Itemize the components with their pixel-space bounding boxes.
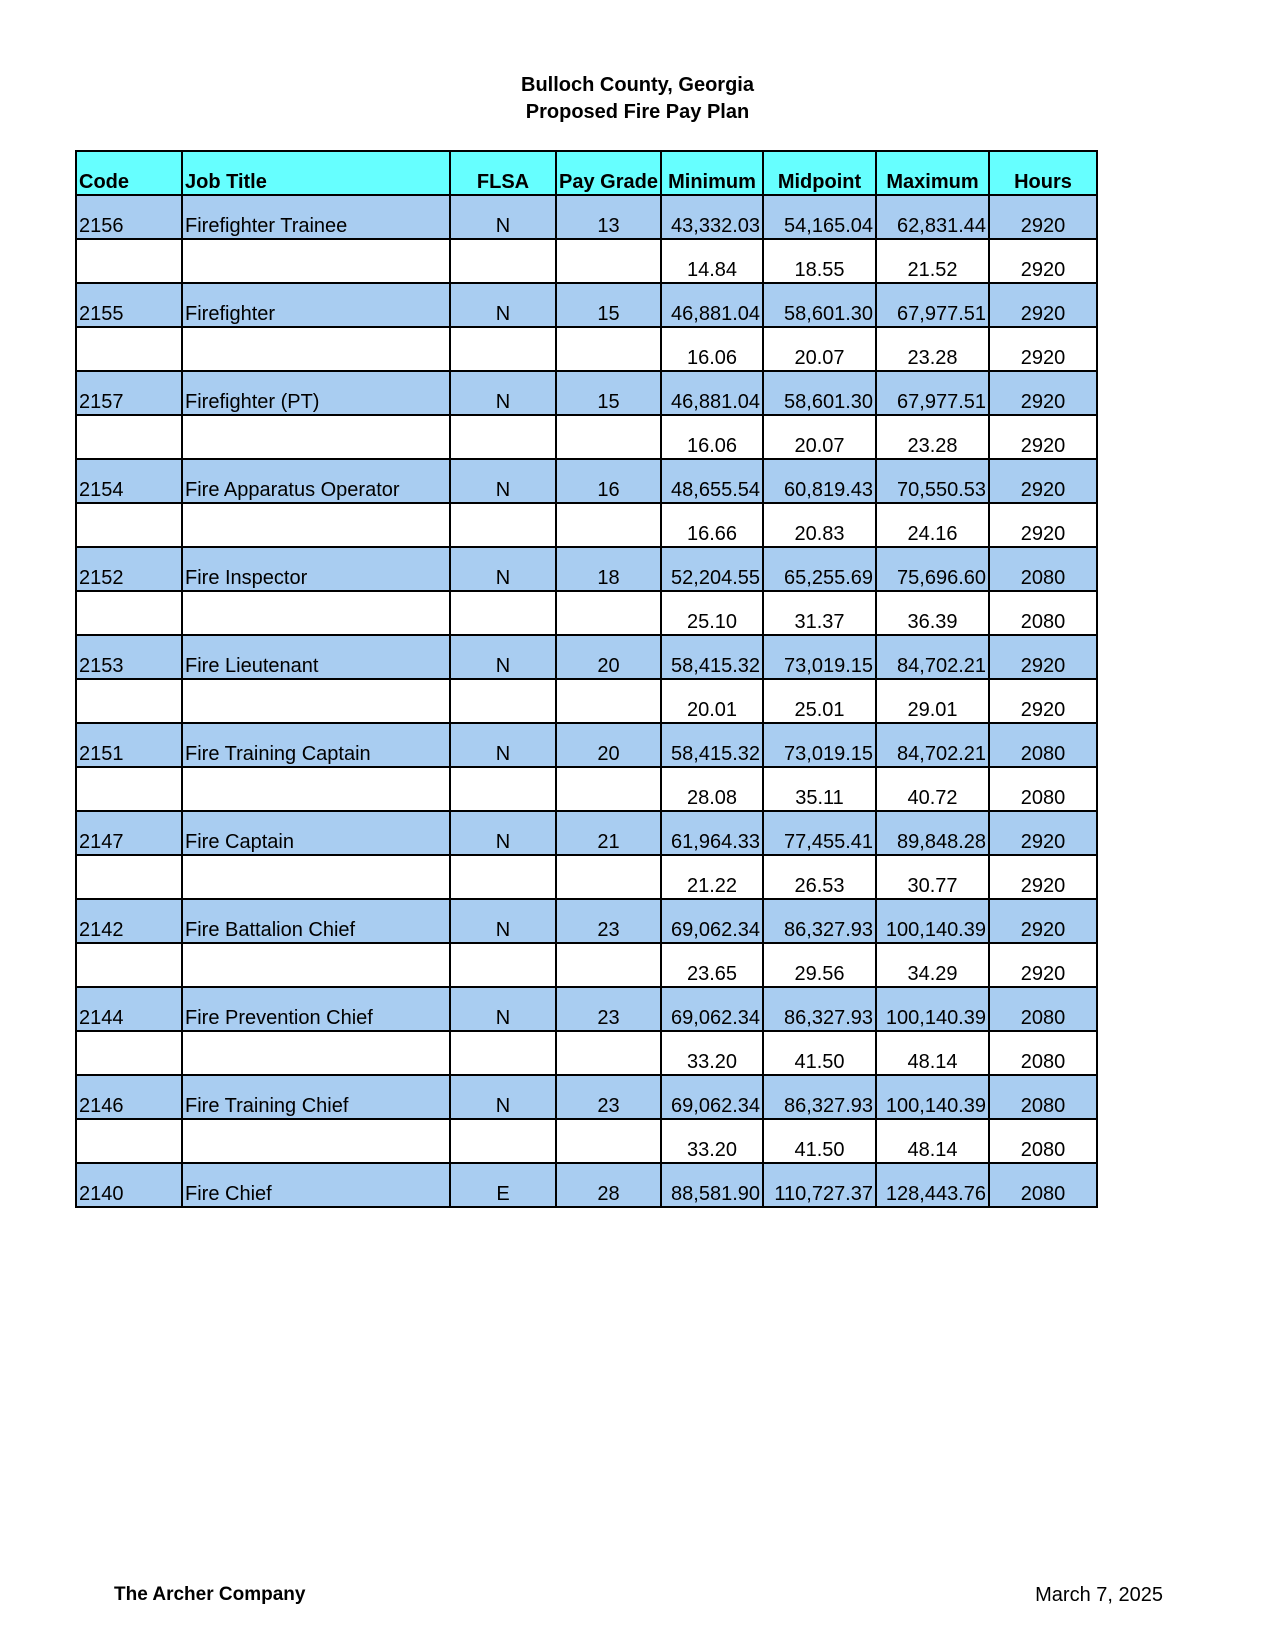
cell-empty: [76, 679, 182, 723]
cell-hourly-midpoint: 26.53: [763, 855, 876, 899]
cell-pay-grade: 23: [556, 987, 661, 1031]
cell-empty: [450, 591, 556, 635]
cell-hourly-midpoint: 25.01: [763, 679, 876, 723]
cell-midpoint: 77,455.41: [763, 811, 876, 855]
col-header-maximum: Maximum: [876, 151, 989, 195]
cell-minimum: 61,964.33: [661, 811, 763, 855]
cell-empty: [182, 767, 450, 811]
cell-code: 2140: [76, 1163, 182, 1207]
table-row: [76, 195, 1097, 239]
cell-empty: [556, 1031, 661, 1075]
cell-hourly-hours: 2080: [989, 1031, 1097, 1075]
cell-empty: [76, 327, 182, 371]
table-row: [76, 987, 1097, 1031]
cell-minimum: 46,881.04: [661, 283, 763, 327]
cell-pay-grade: 20: [556, 635, 661, 679]
cell-midpoint: 110,727.37: [763, 1163, 876, 1207]
cell-minimum: 58,415.32: [661, 723, 763, 767]
cell-maximum: 84,702.21: [876, 723, 989, 767]
cell-empty: [450, 1031, 556, 1075]
cell-maximum: 128,443.76: [876, 1163, 989, 1207]
table-row-hourly: [76, 591, 1097, 635]
title-line-county: Bulloch County, Georgia: [521, 74, 754, 96]
cell-pay-grade: 13: [556, 195, 661, 239]
cell-flsa: N: [450, 987, 556, 1031]
table-row: [76, 1075, 1097, 1119]
cell-empty: [182, 503, 450, 547]
cell-empty: [450, 503, 556, 547]
cell-empty: [556, 327, 661, 371]
col-header-pay-grade: Pay Grade: [556, 151, 661, 195]
cell-hourly-minimum: 23.65: [661, 943, 763, 987]
cell-hourly-maximum: 24.16: [876, 503, 989, 547]
cell-empty: [182, 943, 450, 987]
cell-minimum: 69,062.34: [661, 899, 763, 943]
cell-maximum: 100,140.39: [876, 987, 989, 1031]
cell-hourly-midpoint: 41.50: [763, 1119, 876, 1163]
cell-empty: [450, 943, 556, 987]
cell-hourly-minimum: 28.08: [661, 767, 763, 811]
cell-flsa: N: [450, 459, 556, 503]
cell-hourly-minimum: 16.06: [661, 327, 763, 371]
cell-empty: [556, 855, 661, 899]
cell-maximum: 67,977.51: [876, 371, 989, 415]
cell-minimum: 46,881.04: [661, 371, 763, 415]
cell-empty: [450, 679, 556, 723]
cell-hourly-maximum: 48.14: [876, 1031, 989, 1075]
table-row: [76, 1163, 1097, 1207]
cell-hourly-minimum: 14.84: [661, 239, 763, 283]
cell-job-title: Fire Battalion Chief: [182, 899, 450, 943]
footer-company: The Archer Company: [114, 1584, 306, 1605]
table-row-hourly: [76, 767, 1097, 811]
cell-hourly-hours: 2080: [989, 767, 1097, 811]
cell-job-title: Fire Prevention Chief: [182, 987, 450, 1031]
cell-minimum: 48,655.54: [661, 459, 763, 503]
cell-midpoint: 60,819.43: [763, 459, 876, 503]
cell-job-title: Firefighter: [182, 283, 450, 327]
cell-code: 2155: [76, 283, 182, 327]
cell-empty: [76, 239, 182, 283]
col-header-flsa: FLSA: [450, 151, 556, 195]
cell-flsa: N: [450, 811, 556, 855]
col-header-code: Code: [76, 151, 182, 195]
cell-hourly-hours: 2920: [989, 503, 1097, 547]
cell-code: 2153: [76, 635, 182, 679]
cell-hours: 2920: [989, 899, 1097, 943]
cell-hourly-midpoint: 29.56: [763, 943, 876, 987]
pay-plan-table: [75, 150, 1098, 1208]
col-header-minimum: Minimum: [661, 151, 763, 195]
cell-hourly-hours: 2920: [989, 239, 1097, 283]
cell-hourly-midpoint: 20.07: [763, 327, 876, 371]
cell-empty: [450, 327, 556, 371]
cell-hourly-maximum: 48.14: [876, 1119, 989, 1163]
cell-empty: [182, 415, 450, 459]
cell-hourly-hours: 2920: [989, 679, 1097, 723]
cell-empty: [556, 415, 661, 459]
cell-flsa: N: [450, 283, 556, 327]
cell-hourly-minimum: 21.22: [661, 855, 763, 899]
cell-code: 2156: [76, 195, 182, 239]
cell-hourly-maximum: 40.72: [876, 767, 989, 811]
cell-empty: [450, 1119, 556, 1163]
cell-hourly-minimum: 25.10: [661, 591, 763, 635]
cell-flsa: N: [450, 371, 556, 415]
table-row-hourly: [76, 679, 1097, 723]
cell-minimum: 69,062.34: [661, 1075, 763, 1119]
cell-flsa: N: [450, 723, 556, 767]
cell-code: 2154: [76, 459, 182, 503]
table-row-hourly: [76, 1119, 1097, 1163]
cell-code: 2142: [76, 899, 182, 943]
col-header-job-title: Job Title: [182, 151, 450, 195]
cell-empty: [76, 503, 182, 547]
title-line-plan: Proposed Fire Pay Plan: [525, 101, 750, 123]
cell-job-title: Fire Chief: [182, 1163, 450, 1207]
cell-code: 2151: [76, 723, 182, 767]
cell-pay-grade: 15: [556, 283, 661, 327]
cell-hourly-minimum: 20.01: [661, 679, 763, 723]
cell-empty: [182, 591, 450, 635]
cell-job-title: Firefighter Trainee: [182, 195, 450, 239]
cell-hourly-hours: 2920: [989, 855, 1097, 899]
cell-empty: [450, 239, 556, 283]
cell-hourly-hours: 2080: [989, 591, 1097, 635]
cell-empty: [450, 855, 556, 899]
cell-empty: [182, 1031, 450, 1075]
cell-midpoint: 54,165.04: [763, 195, 876, 239]
cell-hourly-hours: 2920: [989, 327, 1097, 371]
cell-minimum: 43,332.03: [661, 195, 763, 239]
cell-empty: [76, 1031, 182, 1075]
cell-empty: [76, 1119, 182, 1163]
table-row: [76, 899, 1097, 943]
cell-pay-grade: 20: [556, 723, 661, 767]
cell-hourly-midpoint: 31.37: [763, 591, 876, 635]
table-row-hourly: [76, 415, 1097, 459]
cell-flsa: N: [450, 547, 556, 591]
cell-maximum: 84,702.21: [876, 635, 989, 679]
cell-hourly-maximum: 23.28: [876, 327, 989, 371]
table-row-hourly: [76, 943, 1097, 987]
cell-minimum: 52,204.55: [661, 547, 763, 591]
cell-hourly-midpoint: 41.50: [763, 1031, 876, 1075]
cell-minimum: 58,415.32: [661, 635, 763, 679]
cell-empty: [76, 767, 182, 811]
cell-hourly-hours: 2080: [989, 1119, 1097, 1163]
table-row: [76, 547, 1097, 591]
cell-midpoint: 65,255.69: [763, 547, 876, 591]
cell-hourly-maximum: 34.29: [876, 943, 989, 987]
table-row-hourly: [76, 503, 1097, 547]
cell-job-title: Fire Training Captain: [182, 723, 450, 767]
col-header-hours: Hours: [989, 151, 1097, 195]
cell-empty: [182, 239, 450, 283]
cell-hours: 2920: [989, 811, 1097, 855]
cell-maximum: 75,696.60: [876, 547, 989, 591]
table-body: [76, 195, 1097, 1207]
cell-hourly-minimum: 33.20: [661, 1119, 763, 1163]
cell-empty: [556, 943, 661, 987]
table-row: [76, 283, 1097, 327]
cell-maximum: 62,831.44: [876, 195, 989, 239]
cell-job-title: Fire Captain: [182, 811, 450, 855]
cell-empty: [76, 943, 182, 987]
table-row: [76, 371, 1097, 415]
cell-empty: [556, 503, 661, 547]
cell-hours: 2080: [989, 1163, 1097, 1207]
cell-flsa: E: [450, 1163, 556, 1207]
cell-job-title: Fire Training Chief: [182, 1075, 450, 1119]
cell-job-title: Fire Inspector: [182, 547, 450, 591]
cell-hourly-maximum: 21.52: [876, 239, 989, 283]
cell-empty: [556, 591, 661, 635]
cell-pay-grade: 15: [556, 371, 661, 415]
cell-empty: [556, 239, 661, 283]
cell-empty: [556, 1119, 661, 1163]
cell-empty: [182, 855, 450, 899]
cell-maximum: 89,848.28: [876, 811, 989, 855]
table-row: [76, 635, 1097, 679]
cell-hourly-midpoint: 35.11: [763, 767, 876, 811]
cell-hourly-midpoint: 18.55: [763, 239, 876, 283]
cell-midpoint: 86,327.93: [763, 987, 876, 1031]
table-row-hourly: [76, 1031, 1097, 1075]
cell-hourly-midpoint: 20.83: [763, 503, 876, 547]
cell-midpoint: 58,601.30: [763, 371, 876, 415]
cell-empty: [76, 415, 182, 459]
cell-job-title: Fire Lieutenant: [182, 635, 450, 679]
cell-hours: 2080: [989, 723, 1097, 767]
cell-code: 2152: [76, 547, 182, 591]
cell-hourly-minimum: 16.66: [661, 503, 763, 547]
table-row: [76, 723, 1097, 767]
cell-hours: 2920: [989, 283, 1097, 327]
cell-pay-grade: 23: [556, 1075, 661, 1119]
cell-hours: 2920: [989, 459, 1097, 503]
cell-code: 2144: [76, 987, 182, 1031]
table-row-hourly: [76, 855, 1097, 899]
cell-midpoint: 86,327.93: [763, 899, 876, 943]
cell-hourly-hours: 2920: [989, 943, 1097, 987]
cell-pay-grade: 21: [556, 811, 661, 855]
cell-hours: 2080: [989, 547, 1097, 591]
col-header-midpoint: Midpoint: [763, 151, 876, 195]
cell-pay-grade: 16: [556, 459, 661, 503]
cell-empty: [182, 1119, 450, 1163]
table-row: [76, 459, 1097, 503]
cell-code: 2147: [76, 811, 182, 855]
cell-hours: 2080: [989, 987, 1097, 1031]
table-row-hourly: [76, 327, 1097, 371]
cell-hourly-minimum: 33.20: [661, 1031, 763, 1075]
cell-hourly-maximum: 36.39: [876, 591, 989, 635]
cell-pay-grade: 18: [556, 547, 661, 591]
cell-code: 2157: [76, 371, 182, 415]
cell-empty: [182, 327, 450, 371]
cell-hourly-maximum: 29.01: [876, 679, 989, 723]
cell-code: 2146: [76, 1075, 182, 1119]
cell-maximum: 70,550.53: [876, 459, 989, 503]
cell-maximum: 100,140.39: [876, 899, 989, 943]
table-row-hourly: [76, 239, 1097, 283]
cell-empty: [450, 767, 556, 811]
cell-flsa: N: [450, 1075, 556, 1119]
cell-midpoint: 58,601.30: [763, 283, 876, 327]
table-header-row: [76, 151, 1097, 195]
cell-maximum: 67,977.51: [876, 283, 989, 327]
cell-hourly-maximum: 30.77: [876, 855, 989, 899]
document-title: [0, 72, 1275, 126]
cell-flsa: N: [450, 195, 556, 239]
footer-date: March 7, 2025: [1035, 1584, 1163, 1606]
cell-hourly-hours: 2920: [989, 415, 1097, 459]
cell-hours: 2920: [989, 195, 1097, 239]
cell-minimum: 69,062.34: [661, 987, 763, 1031]
cell-empty: [556, 679, 661, 723]
cell-job-title: Firefighter (PT): [182, 371, 450, 415]
cell-hours: 2920: [989, 371, 1097, 415]
cell-empty: [76, 855, 182, 899]
cell-empty: [556, 767, 661, 811]
cell-flsa: N: [450, 635, 556, 679]
cell-midpoint: 86,327.93: [763, 1075, 876, 1119]
cell-hourly-midpoint: 20.07: [763, 415, 876, 459]
cell-empty: [76, 591, 182, 635]
cell-hourly-maximum: 23.28: [876, 415, 989, 459]
cell-empty: [450, 415, 556, 459]
cell-job-title: Fire Apparatus Operator: [182, 459, 450, 503]
cell-midpoint: 73,019.15: [763, 723, 876, 767]
table-row: [76, 811, 1097, 855]
cell-empty: [182, 679, 450, 723]
cell-minimum: 88,581.90: [661, 1163, 763, 1207]
cell-flsa: N: [450, 899, 556, 943]
cell-hourly-minimum: 16.06: [661, 415, 763, 459]
cell-hours: 2080: [989, 1075, 1097, 1119]
cell-pay-grade: 23: [556, 899, 661, 943]
cell-midpoint: 73,019.15: [763, 635, 876, 679]
cell-maximum: 100,140.39: [876, 1075, 989, 1119]
cell-hours: 2920: [989, 635, 1097, 679]
cell-pay-grade: 28: [556, 1163, 661, 1207]
